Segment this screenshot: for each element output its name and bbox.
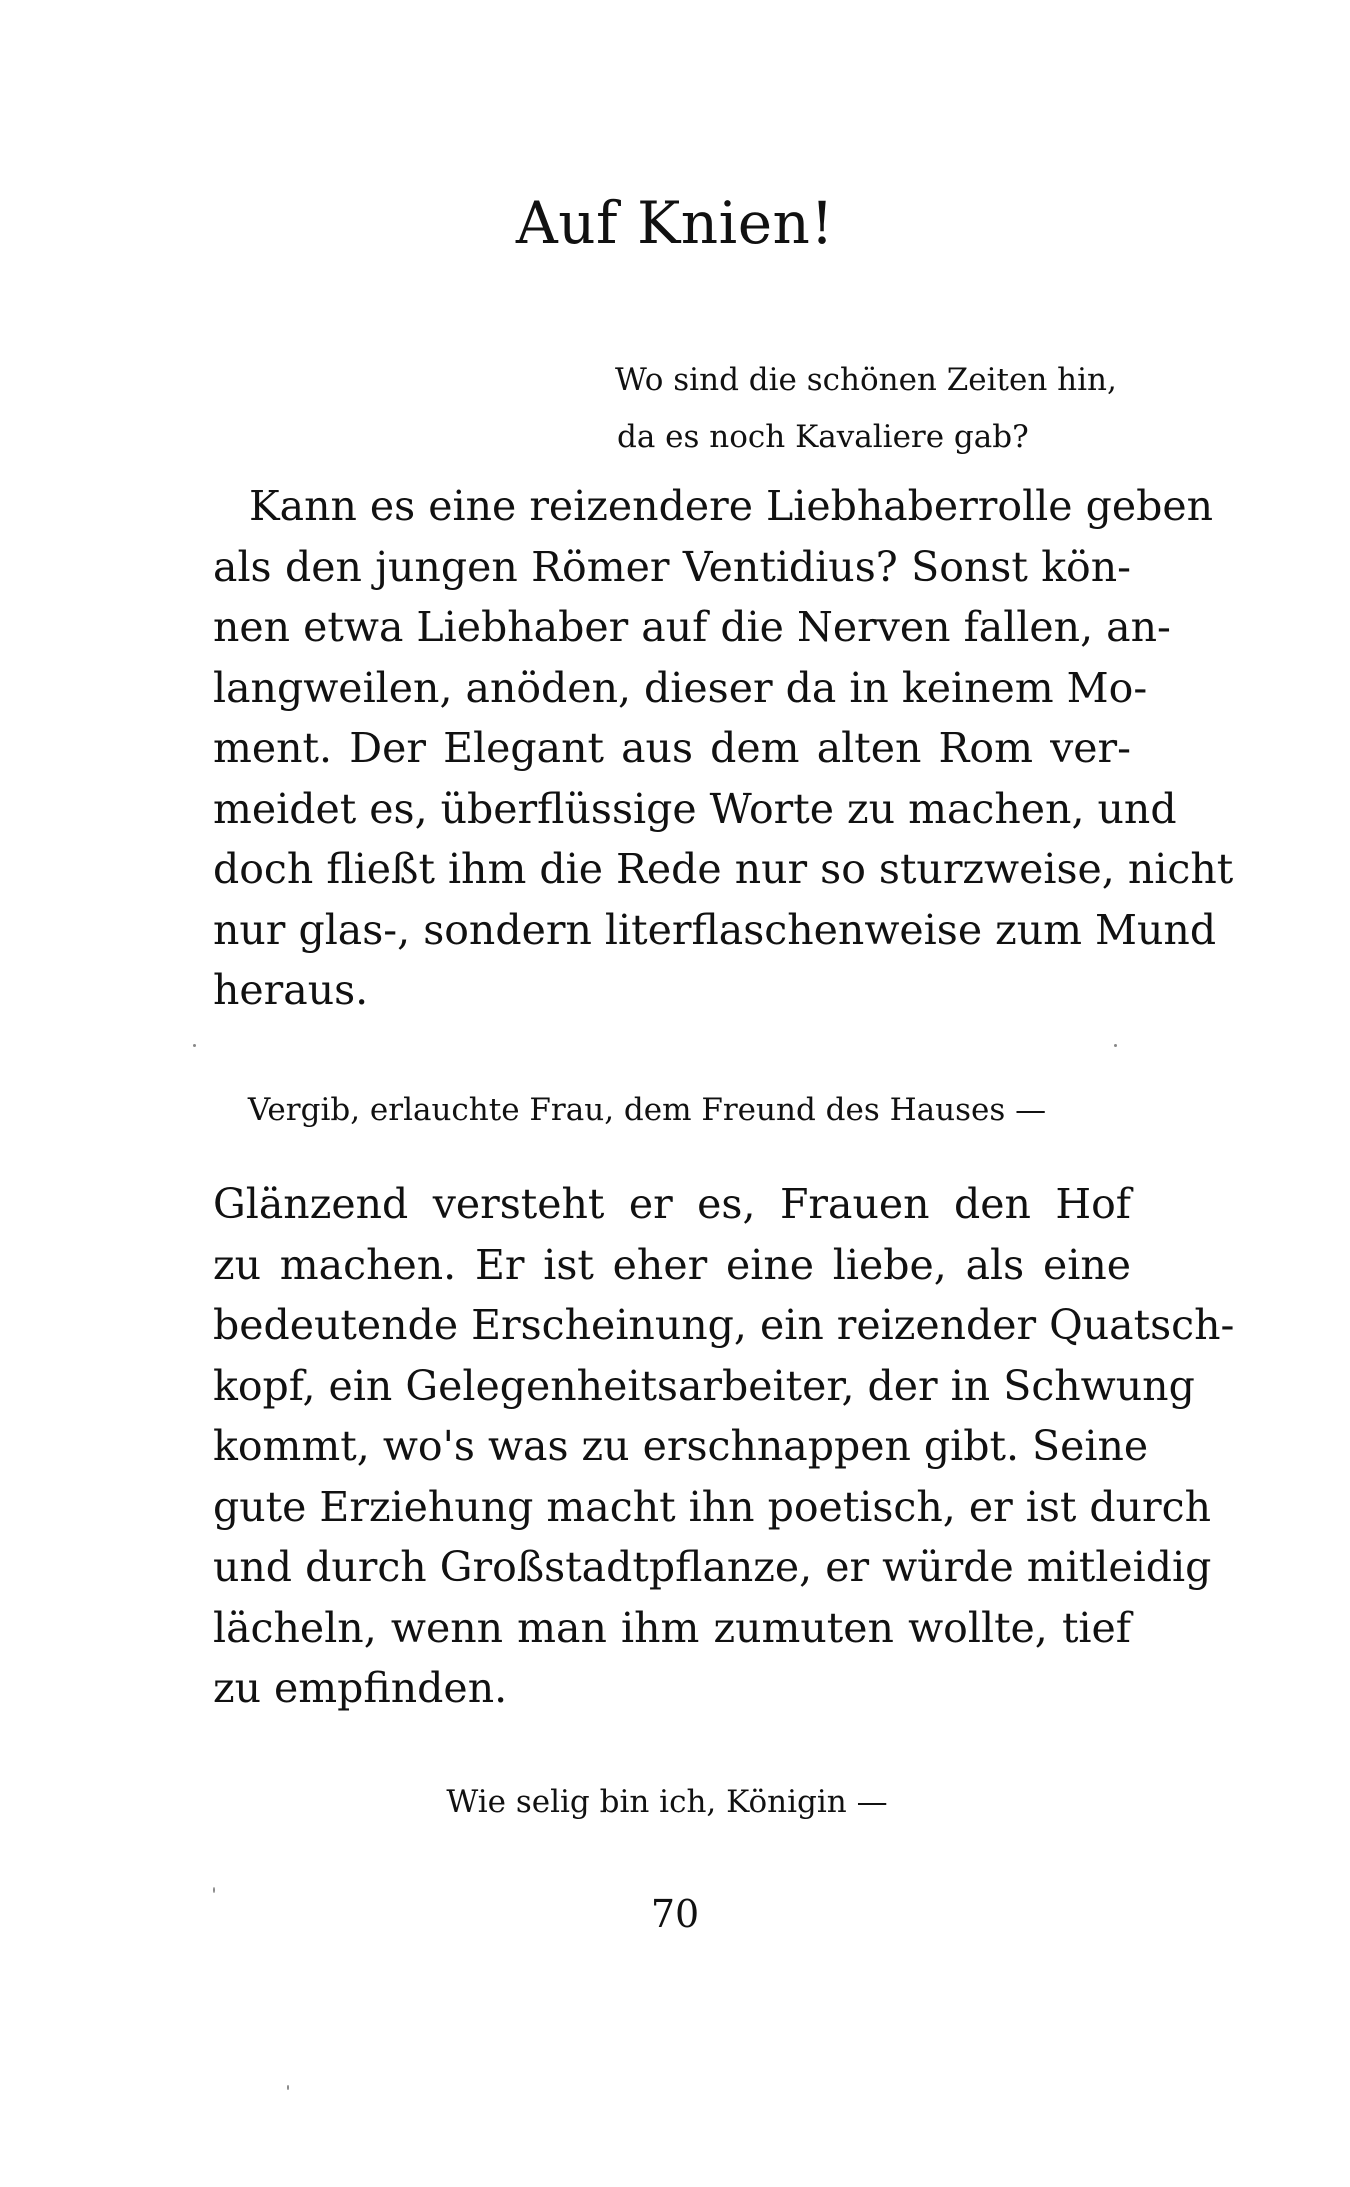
epigraph-line: Wo sind die schönen Zeiten hin, [615,362,1117,398]
page-number: 70 [650,1892,700,1936]
paper-speck [287,2085,289,2090]
text-line: doch fließt ihm die Rede nur so sturzweise, nicht [213,845,1234,893]
quote-line-2: Wie selig bin ich, Königin — [446,1784,888,1820]
quote-line-1: Vergib, erlauchte Frau, dem Freund des Hauses — [247,1092,1047,1128]
epigraph-line: da es noch Kavaliere gab? [617,419,1029,455]
paragraph-1 [213,476,1234,1021]
text-line: bedeutende Erscheinung, ein reizender Quatsch- [213,1301,1235,1349]
text-line: nen etwa Liebhaber auf die Nerven fallen, an- [213,603,1171,651]
text-line: langweilen, anöden, dieser da in keinem Mo- [213,663,1148,712]
epigraph [615,352,1135,466]
paper-speck [1114,1044,1117,1047]
text-line: kopf, ein Gelegenheitsarbeiter, der in Schwung [213,1361,1195,1410]
text-line: Kann es eine reizendere Liebhaberrolle geben [249,482,1214,530]
text-line: nur glas-, sondern literflaschenweise zum Mund [213,905,1217,954]
paper-speck [213,1887,215,1893]
text-line: Glänzend versteht er es, Frauen den Hof [213,1180,1131,1228]
text-line: gute Erziehung macht ihn poetisch, er ist durch [213,1482,1212,1531]
text-line: meidet es, überflüssige Worte zu machen, und [213,784,1177,833]
text-line: und durch Großstadtpflanze, er würde mitleidig [213,1543,1212,1591]
text-line: kommt, wo's was zu erschnappen gibt. Seine [213,1422,1149,1470]
text-line: heraus. [213,966,369,1014]
text-line: lächeln, wenn man ihm zumuten wollte, tief [213,1603,1131,1652]
paragraph-2 [213,1174,1235,1719]
page-title: Auf Knien! [515,189,835,257]
text-line: ment. Der Elegant aus dem alten Rom ver- [213,724,1131,772]
paper-speck [193,1044,196,1047]
text-line: zu empfinden. [213,1664,508,1712]
text-line: als den jungen Römer Ventidius? Sonst kön- [213,542,1131,591]
text-line: zu machen. Er ist eher eine liebe, als eine [213,1240,1131,1289]
